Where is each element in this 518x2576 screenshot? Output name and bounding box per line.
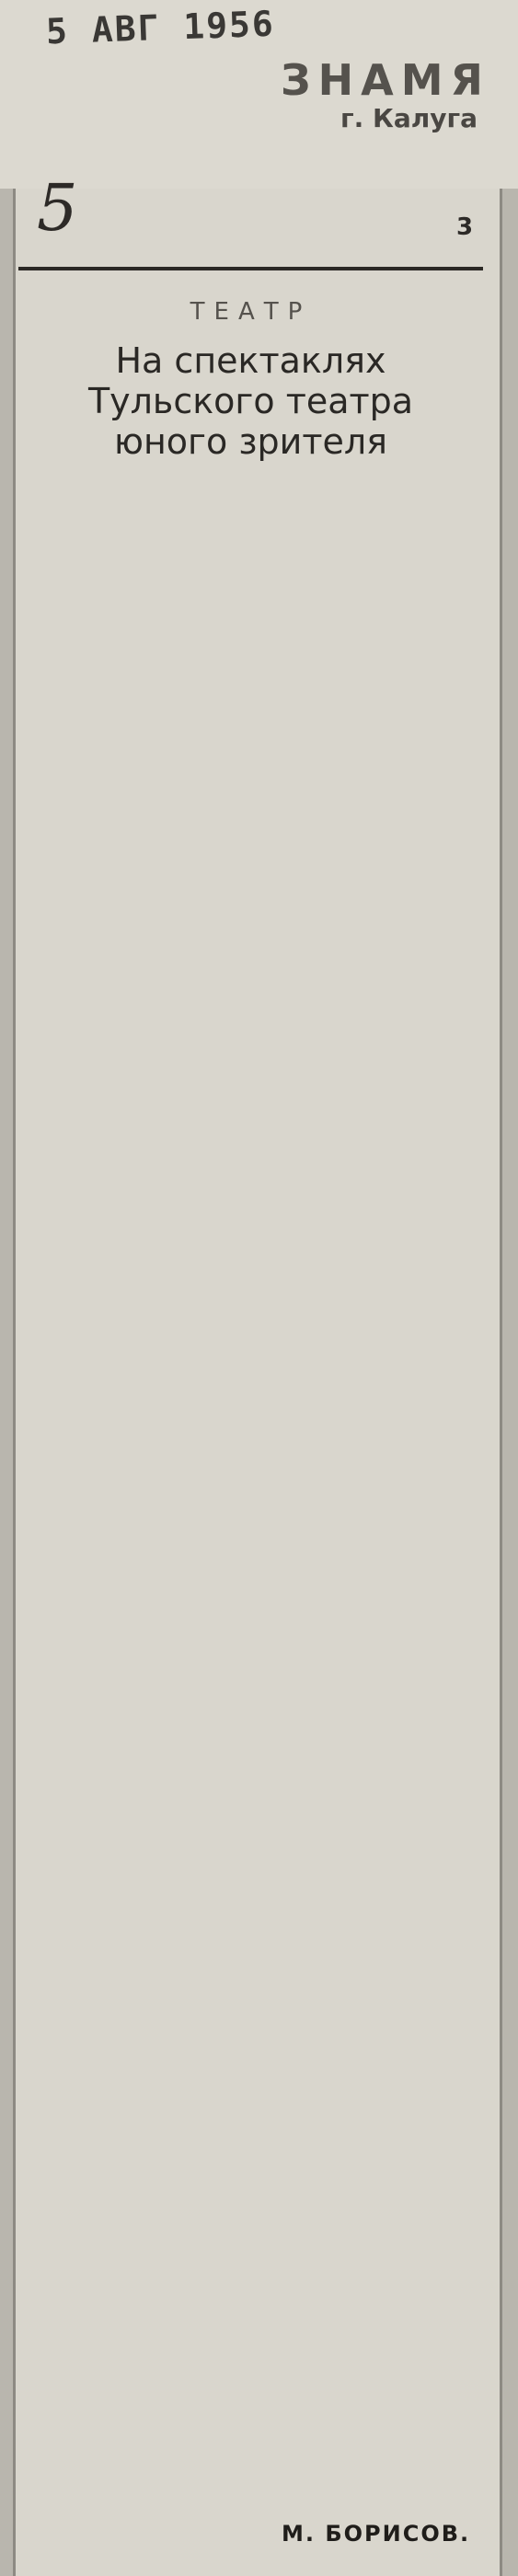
article-paragraph <box>24 624 478 646</box>
rubric-label: ТЕАТР <box>190 298 312 326</box>
title-line: юного зрителя <box>113 421 388 462</box>
article-paragraph <box>24 905 478 927</box>
article-paragraph <box>24 780 478 802</box>
article-paragraph <box>24 937 478 959</box>
title-line: На спектаклях <box>115 340 386 381</box>
article-author: М. БОРИСОВ. <box>282 2521 471 2547</box>
article-paragraph <box>24 561 478 583</box>
article-paragraph <box>24 499 478 521</box>
article-paragraph <box>24 999 478 1021</box>
article-paragraph <box>24 686 478 708</box>
article-paragraph <box>24 749 478 771</box>
article-paragraph <box>24 843 478 865</box>
page-number: 3 <box>456 213 474 241</box>
handwritten-number: 5 <box>37 170 78 246</box>
article-paragraph <box>24 811 478 834</box>
article-paragraph <box>24 874 478 896</box>
title-line: Тульского театра <box>87 381 414 421</box>
article-paragraph <box>24 592 478 615</box>
clipping-right-edge <box>500 0 502 2576</box>
article-title <box>18 340 483 462</box>
article-body <box>18 499 483 1021</box>
newspaper-name: ЗНАМЯ <box>281 55 490 105</box>
article-paragraph <box>24 968 478 990</box>
article-paragraph <box>24 655 478 677</box>
newspaper-city: г. Калуга <box>340 103 478 133</box>
date-stamp: 5 АВГ 1956 <box>45 3 276 52</box>
article-paragraph <box>24 530 478 552</box>
article-paragraph <box>24 718 478 740</box>
article-column <box>18 267 483 1030</box>
clipping-left-edge <box>13 0 16 2576</box>
clipping-header <box>0 0 518 189</box>
